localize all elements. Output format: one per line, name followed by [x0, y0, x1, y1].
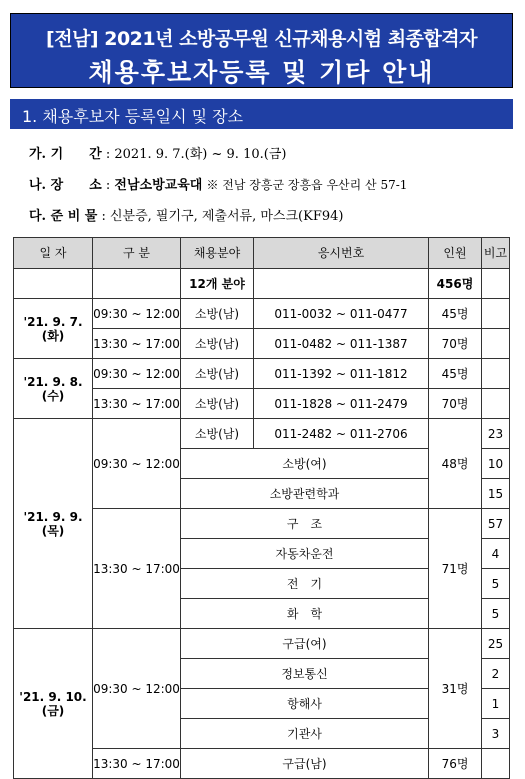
place-value: 전남소방교육대 — [114, 178, 203, 193]
items-value: : 신분증, 필기구, 제출서류, 마스크(KF94) — [101, 209, 344, 224]
field-cell: 소방(남) — [181, 299, 254, 329]
count-cell: 45명 — [429, 299, 482, 329]
title-banner — [10, 13, 513, 88]
date-cell: '21. 9. 9.(목) — [14, 419, 93, 629]
range-cell: 011-1392 ~ 011-1812 — [254, 359, 429, 389]
banner-title-line2: 채용후보자등록 및 기타 안내 — [88, 58, 435, 87]
section-header — [10, 99, 513, 129]
items-label: 다. 준 비 물 — [29, 209, 98, 224]
field-cell: 소방(여) — [181, 449, 429, 479]
info-place — [29, 174, 407, 193]
header-session: 구 분 — [93, 238, 181, 269]
date-cell: '21. 9. 7.(화) — [14, 299, 93, 359]
time-cell: 13:30 ~ 17:00 — [93, 329, 181, 359]
field-cell: 소방(남) — [181, 419, 254, 449]
table-header-row — [14, 238, 510, 269]
period-value: : 2021. 9. 7.(화) ~ 9. 10.(금) — [105, 147, 287, 162]
header-count: 인원 — [429, 238, 482, 269]
note-cell: 5 — [482, 599, 510, 629]
field-cell: 구급(남) — [181, 749, 429, 779]
field-cell: 소방(남) — [181, 359, 254, 389]
note-cell: 2 — [482, 659, 510, 689]
schedule-table — [13, 237, 510, 779]
info-items — [29, 205, 343, 224]
period-label: 가. 기 간 — [29, 147, 102, 162]
field-cell: 화 학 — [181, 599, 429, 629]
section-title: 1. 채용후보자 등록일시 및 장소 — [22, 107, 244, 126]
field-cell: 정보통신 — [181, 659, 429, 689]
header-note: 비고 — [482, 238, 510, 269]
field-cell: 구 조 — [181, 509, 429, 539]
count-cell: 76명 — [429, 749, 482, 779]
time-cell: 13:30 ~ 17:00 — [93, 389, 181, 419]
field-cell: 구급(여) — [181, 629, 429, 659]
note-cell: 5 — [482, 569, 510, 599]
total-count: 456명 — [429, 269, 482, 299]
time-cell: 13:30 ~ 17:00 — [93, 749, 181, 779]
count-cell: 70명 — [429, 389, 482, 419]
table-row — [14, 299, 510, 329]
header-exam-number: 응시번호 — [254, 238, 429, 269]
range-cell: 011-0032 ~ 011-0477 — [254, 299, 429, 329]
table-row — [14, 419, 510, 449]
note-cell: 3 — [482, 719, 510, 749]
time-cell: 09:30 ~ 12:00 — [93, 359, 181, 389]
note-cell: 57 — [482, 509, 510, 539]
count-cell: 71명 — [429, 509, 482, 629]
date-cell: '21. 9. 8.(수) — [14, 359, 93, 419]
table-row — [14, 629, 510, 659]
range-cell: 011-1828 ~ 011-2479 — [254, 389, 429, 419]
note-cell: 1 — [482, 689, 510, 719]
banner-title-line1: [전남] 2021년 소방공무원 신규채용시험 최종합격자 — [46, 28, 477, 50]
place-colon: : — [105, 178, 111, 193]
header-field: 채용분야 — [181, 238, 254, 269]
table-row — [14, 269, 510, 299]
field-cell: 소방(남) — [181, 389, 254, 419]
note-cell: 15 — [482, 479, 510, 509]
range-cell: 011-0482 ~ 011-1387 — [254, 329, 429, 359]
field-cell: 소방(남) — [181, 329, 254, 359]
note-cell: 4 — [482, 539, 510, 569]
count-cell: 48명 — [429, 419, 482, 509]
time-cell: 13:30 ~ 17:00 — [93, 509, 181, 629]
total-field: 12개 분야 — [181, 269, 254, 299]
count-cell: 70명 — [429, 329, 482, 359]
note-cell: 10 — [482, 449, 510, 479]
count-cell: 45명 — [429, 359, 482, 389]
table-row — [14, 359, 510, 389]
info-period — [29, 143, 286, 162]
note-cell: 25 — [482, 629, 510, 659]
date-cell: '21. 9. 10.(금) — [14, 629, 93, 779]
field-cell: 항해사 — [181, 689, 429, 719]
place-label: 나. 장 소 — [29, 178, 102, 193]
note-cell: 23 — [482, 419, 510, 449]
time-cell: 09:30 ~ 12:00 — [93, 419, 181, 509]
field-cell: 소방관련학과 — [181, 479, 429, 509]
field-cell: 자동차운전 — [181, 539, 429, 569]
field-cell: 기관사 — [181, 719, 429, 749]
header-date: 일 자 — [14, 238, 93, 269]
field-cell: 전 기 — [181, 569, 429, 599]
count-cell: 31명 — [429, 629, 482, 749]
time-cell: 09:30 ~ 12:00 — [93, 299, 181, 329]
place-note: ※ 전남 장흥군 장흥읍 우산리 산 57-1 — [206, 178, 408, 192]
range-cell: 011-2482 ~ 011-2706 — [254, 419, 429, 449]
time-cell: 09:30 ~ 12:00 — [93, 629, 181, 749]
